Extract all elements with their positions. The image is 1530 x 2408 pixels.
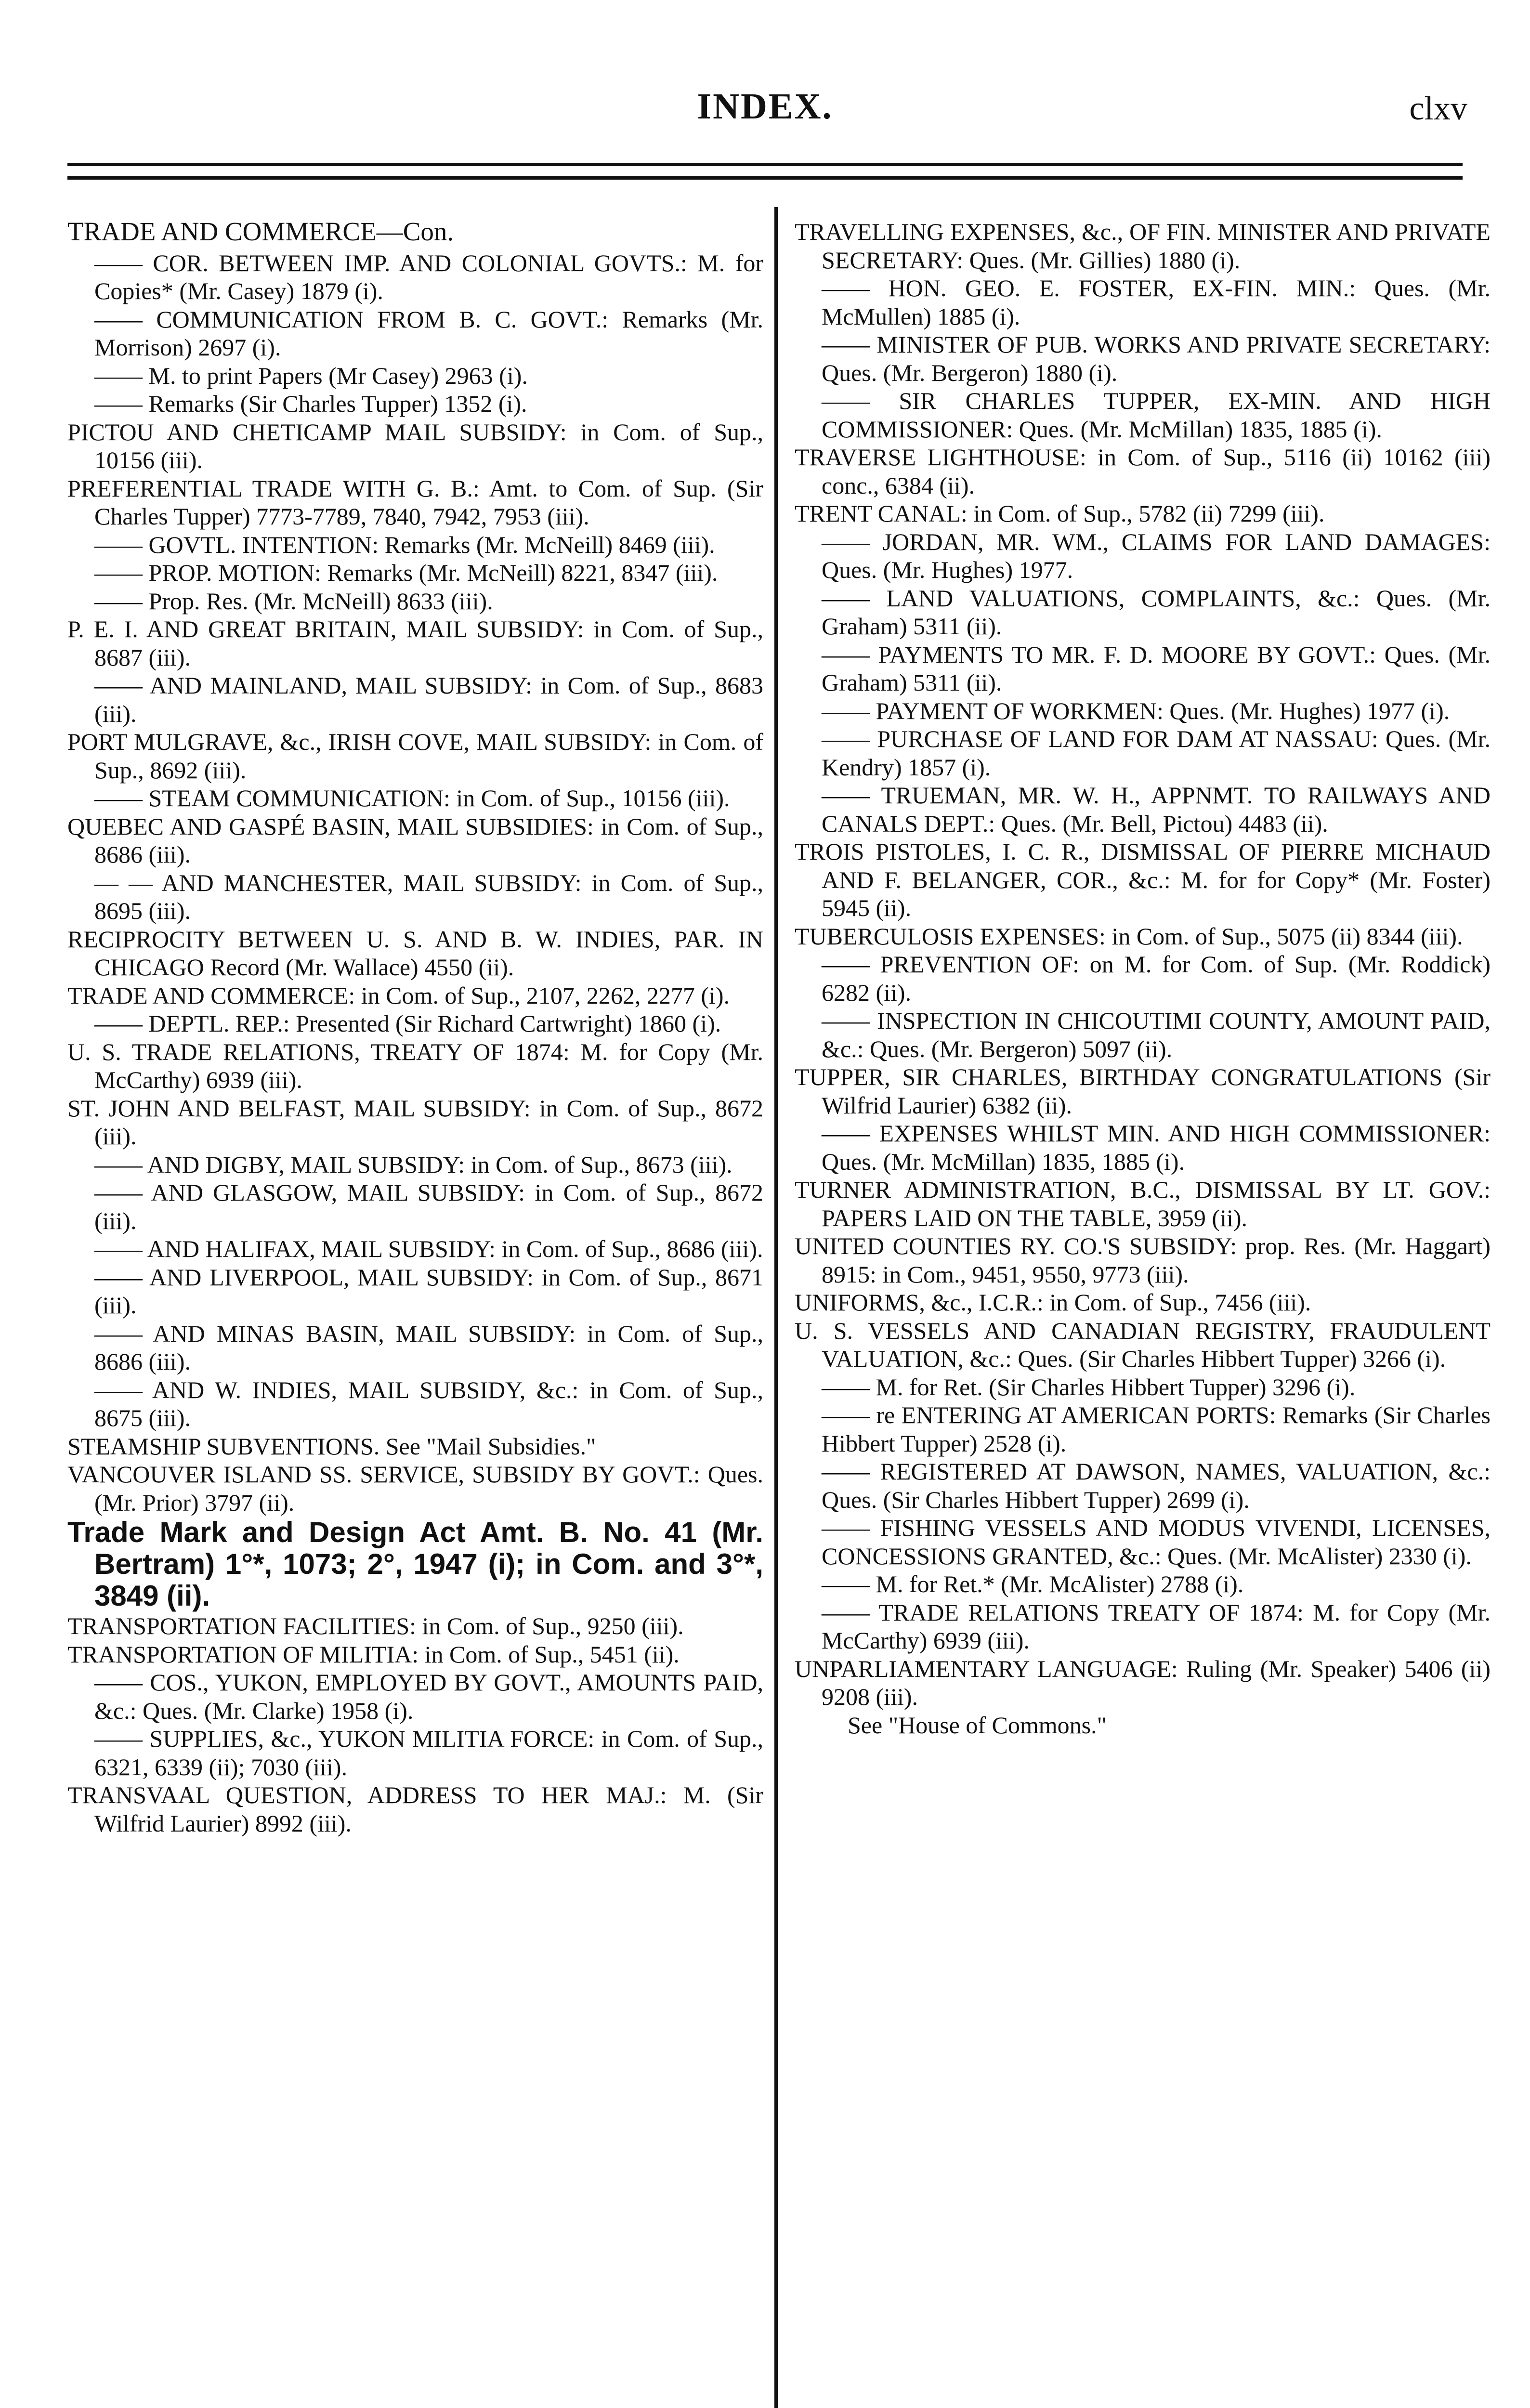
index-entry: —— re ENTERING AT AMERICAN PORTS: Remarks (Sir Charles Hibbert Tupper) 2528 (i). [822,1401,1491,1457]
header-rule-top [67,163,1463,166]
index-entry: —— PROP. MOTION: Remarks (Mr. McNeill) 8221, 8347 (iii). [94,559,718,586]
index-entry: —— COMMUNICATION FROM B. C. GOVT.: Remarks (Mr. Morrison) 2697 (i). [94,305,763,361]
index-entry: TROIS PISTOLES, I. C. R., DISMISSAL OF PIERRE MICHAUD AND F. BELANGER, COR., &c.: M. for for Copy* (Mr. Foster) 5945 (ii). [795,838,1491,921]
index-entry: U. S. TRADE RELATIONS, TREATY OF 1874: M. for Copy (Mr. McCarthy) 6939 (iii). [67,1038,763,1093]
index-entry: —— EXPENSES WHILST MIN. AND HIGH COMMISSIONER: Ques. (Mr. McMillan) 1835, 1885 (i). [822,1120,1491,1175]
index-entry: —— SIR CHARLES TUPPER, EX-MIN. AND HIGH COMMISSIONER: Ques. (Mr. McMillan) 1835, 1885 (i). [822,387,1491,443]
section-heading: TRADE AND COMMERCE—Con. [67,217,454,246]
index-entry: TRANSVAAL QUESTION, ADDRESS TO HER MAJ.: M. (Sir Wilfrid Laurier) 8992 (iii). [67,1781,763,1837]
index-entry: —— LAND VALUATIONS, COMPLAINTS, &c.: Ques. (Mr. Graham) 5311 (ii). [822,584,1491,640]
index-entry: —— STEAM COMMUNICATION: in Com. of Sup., 10156 (iii). [94,785,730,811]
index-entry: TUPPER, SIR CHARLES, BIRTHDAY CONGRATULATIONS (Sir Wilfrid Laurier) 6382 (ii). [795,1063,1491,1119]
index-entry: —— GOVTL. INTENTION: Remarks (Mr. McNeill) 8469 (iii). [94,531,715,558]
index-entry: PICTOU AND CHETICAMP MAIL SUBSIDY: in Com. of Sup., 10156 (iii). [67,418,763,473]
index-entry: UNIFORMS, &c., I.C.R.: in Com. of Sup., 7456 (iii). [795,1289,1311,1316]
index-entry: UNITED COUNTIES RY. CO.'S SUBSIDY: prop. Res. (Mr. Haggart) 8915: in Com., 9451, 9550, 9773 (iii). [795,1232,1491,1288]
index-entry: —— TRUEMAN, MR. W. H., APPNMT. TO RAILWAYS AND CANALS DEPT.: Ques. (Mr. Bell, Pictou) 4483 (ii). [822,782,1491,837]
index-entry: —— REGISTERED AT DAWSON, NAMES, VALUATION, &c.: Ques. (Sir Charles Hibbert Tupper) 2699 (i). [822,1458,1491,1513]
index-entry: —— PURCHASE OF LAND FOR DAM AT NASSAU: Ques. (Mr. Kendry) 1857 (i). [822,725,1491,781]
index-entry: —— AND W. INDIES, MAIL SUBSIDY, &c.: in Com. of Sup., 8675 (iii). [94,1376,763,1431]
index-entry: RECIPROCITY BETWEEN U. S. AND B. W. INDIES, PAR. IN CHICAGO Record (Mr. Wallace) 4550 (ii). [67,925,763,981]
index-entry: —— TRADE RELATIONS TREATY OF 1874: M. for Copy (Mr. McCarthy) 6939 (iii). [822,1598,1491,1654]
index-entry: TUBERCULOSIS EXPENSES: in Com. of Sup., 5075 (ii) 8344 (iii). [795,922,1463,950]
index-entry: —— MINISTER OF PUB. WORKS AND PRIVATE SECRETARY: Ques. (Mr. Bergeron) 1880 (i). [822,331,1491,386]
page-number: clxv [1409,90,1467,127]
index-entry: ST. JOHN AND BELFAST, MAIL SUBSIDY: in Com. of Sup., 8672 (iii). [67,1094,763,1150]
index-entry: TRANSPORTATION FACILITIES: in Com. of Sup., 9250 (iii). [67,1612,684,1639]
index-entry: —— M. to print Papers (Mr Casey) 2963 (i). [94,362,528,389]
left-index-column [67,218,763,1837]
index-entry: —— SUPPLIES, &c., YUKON MILITIA FORCE: in Com. of Sup., 6321, 6339 (ii); 7030 (iii). [94,1725,763,1780]
index-entry: TRAVELLING EXPENSES, &c., OF FIN. MINISTER AND PRIVATE SECRETARY: Ques. (Mr. Gillies) 1880 (i). [795,218,1491,274]
index-entry: TRADE AND COMMERCE: in Com. of Sup., 2107, 2262, 2277 (i). [67,982,730,1009]
index-entry: See "House of Commons." [848,1711,1107,1739]
column-divider [774,207,778,2408]
index-entry: PREFERENTIAL TRADE WITH G. B.: Amt. to Com. of Sup. (Sir Charles Tupper) 7773-7789, 7840, 7942, 7953 (iii). [67,474,763,530]
index-entry: UNPARLIAMENTARY LANGUAGE: Ruling (Mr. Speaker) 5406 (ii) 9208 (iii). [795,1655,1491,1710]
index-entry: —— AND GLASGOW, MAIL SUBSIDY: in Com. of Sup., 8672 (iii). [94,1179,763,1234]
page-title: INDEX. [697,86,833,127]
index-entry: — — AND MANCHESTER, MAIL SUBSIDY: in Com. of Sup., 8695 (iii). [94,869,763,924]
index-entry: P. E. I. AND GREAT BRITAIN, MAIL SUBSIDY: in Com. of Sup., 8687 (iii). [67,615,763,671]
index-entry: —— Prop. Res. (Mr. McNeill) 8633 (iii). [94,587,493,615]
right-index-column [795,218,1491,1739]
index-entry: —— HON. GEO. E. FOSTER, EX-FIN. MIN.: Ques. (Mr. McMullen) 1885 (i). [822,275,1491,330]
index-entry: —— COS., YUKON, EMPLOYED BY GOVT., AMOUNTS PAID, &c.: Ques. (Mr. Clarke) 1958 (i). [94,1669,763,1724]
index-entry: —— AND DIGBY, MAIL SUBSIDY: in Com. of Sup., 8673 (iii). [94,1151,732,1178]
index-entry: —— AND MINAS BASIN, MAIL SUBSIDY: in Com. of Sup., 8686 (iii). [94,1320,763,1375]
index-entry: TURNER ADMINISTRATION, B.C., DISMISSAL BY LT. GOV.: PAPERS LAID ON THE TABLE, 3959 (ii). [795,1176,1491,1231]
index-entry: —— COR. BETWEEN IMP. AND COLONIAL GOVTS.: M. for Copies* (Mr. Casey) 1879 (i). [94,249,763,304]
index-entry: —— M. for Ret. (Sir Charles Hibbert Tupper) 3296 (i). [822,1373,1356,1400]
index-entry: Trade Mark and Design Act Amt. B. No. 41 (Mr. Bertram) 1°*, 1073; 2°, 1947 (i); in Com. and 3°*, 3849 (ii). [67,1516,763,1612]
index-entry: —— Remarks (Sir Charles Tupper) 1352 (i). [94,390,527,417]
index-entry: TRENT CANAL: in Com. of Sup., 5782 (ii) 7299 (iii). [795,500,1325,527]
index-entry: TRANSPORTATION OF MILITIA: in Com. of Sup., 5451 (ii). [67,1640,680,1668]
index-entry: —— AND LIVERPOOL, MAIL SUBSIDY: in Com. of Sup., 8671 (iii). [94,1263,763,1319]
index-entry: TRAVERSE LIGHTHOUSE: in Com. of Sup., 5116 (ii) 10162 (iii) conc., 6384 (ii). [795,444,1491,499]
index-entry: STEAMSHIP SUBVENTIONS. See "Mail Subsidies." [67,1432,596,1460]
header-rule-bottom [67,176,1463,180]
index-entry: —— PAYMENT OF WORKMEN: Ques. (Mr. Hughes) 1977 (i). [822,697,1450,724]
index-entry: —— JORDAN, MR. WM., CLAIMS FOR LAND DAMAGES: Ques. (Mr. Hughes) 1977. [822,528,1491,583]
index-entry: —— PAYMENTS TO MR. F. D. MOORE BY GOVT.: Ques. (Mr. Graham) 5311 (ii). [822,641,1491,696]
index-entry: QUEBEC AND GASPÉ BASIN, MAIL SUBSIDIES: in Com. of Sup., 8686 (iii). [67,812,763,868]
index-entry: PORT MULGRAVE, &c., IRISH COVE, MAIL SUBSIDY: in Com. of Sup., 8692 (iii). [67,728,763,784]
index-entry: —— INSPECTION IN CHICOUTIMI COUNTY, AMOUNT PAID, &c.: Ques. (Mr. Bergeron) 5097 (ii). [822,1007,1491,1062]
index-entry: —— FISHING VESSELS AND MODUS VIVENDI, LICENSES, CONCESSIONS GRANTED, &c.: Ques. (Mr. McAlister) 2330 (i). [822,1514,1491,1570]
index-entry: —— PREVENTION OF: on M. for Com. of Sup. (Mr. Roddick) 6282 (ii). [822,951,1491,1006]
index-entry: —— M. for Ret.* (Mr. McAlister) 2788 (i). [822,1570,1244,1597]
index-entry: —— DEPTL. REP.: Presented (Sir Richard Cartwright) 1860 (i). [94,1010,721,1037]
index-entry: U. S. VESSELS AND CANADIAN REGISTRY, FRAUDULENT VALUATION, &c.: Ques. (Sir Charles Hibbert Tupper) 3266 (i). [795,1317,1491,1372]
index-entry: —— AND MAINLAND, MAIL SUBSIDY: in Com. of Sup., 8683 (iii). [94,672,763,727]
index-entry: VANCOUVER ISLAND SS. SERVICE, SUBSIDY BY GOVT.: Ques. (Mr. Prior) 3797 (ii). [67,1461,763,1516]
index-entry: —— AND HALIFAX, MAIL SUBSIDY: in Com. of Sup., 8686 (iii). [94,1235,763,1262]
